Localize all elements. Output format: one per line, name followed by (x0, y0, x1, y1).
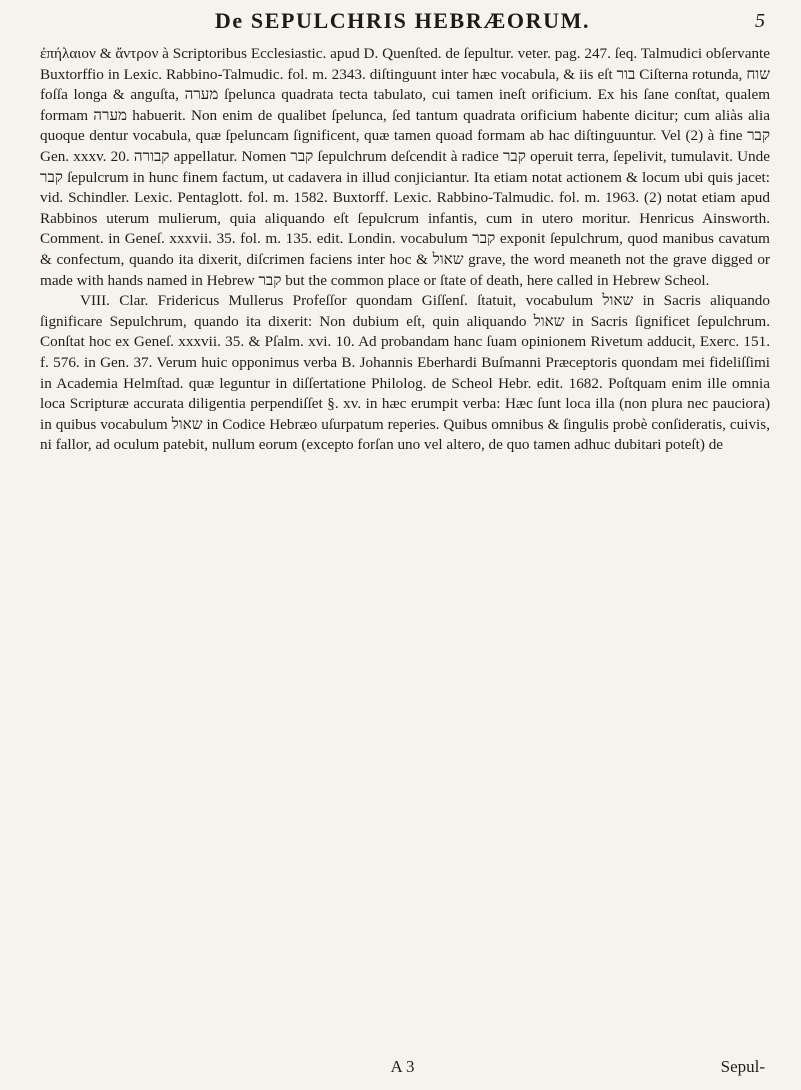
page-number: 5 (755, 10, 765, 32)
catchword: Sepul- (720, 1057, 765, 1076)
paragraph-continuation: ἐπήλαιον & ἄντρον à Scriptoribus Ecclesiastic. apud D. Quenſted. de ſepultur. veter. pag. 247. ſeq. Talmudici obſervante Buxtorffio in Lexic. Rabbino-Talmudic. fol. m. 2343. diſtinguunt inter hæc vocabula, & iis eſt בור Ciſterna rotunda, שוח foſſa longa & anguſta, מערה ſpelunca quadrata tecta tabulato, cui tamen ineſt orificium. Ex his ſane conſtat, qualem formam מערה habuerit. Non enim de qualibet ſpelunca, ſed tantum quadrata orificium habente dicitur; cum aliàs alia quoque dentur vocabula, quæ ſpeluncam ſignificent, quæ tamen quoad formam ab hac diſtinguuntur. Vel (2) à fine קבר Gen. xxxv. 20. קבורה appellatur. Nomen קבר ſepulchrum deſcendit à radice קבר operuit terra, ſepelivit, tumulavit. Unde קבר ſepulcrum in hunc finem factum, ut cadavera in illud conjiciantur. Ita etiam notat actionem & locum ubi quis jacet: vid. Schindler. Lexic. Pentaglott. fol. m. 1582. Buxtorff. Lexic. Rabbino-Talmudic. fol. m. 1963. (2) notat etiam apud Rabbinos uterum mulierum, quia aliquando eſt ſepulcrum infantis, cum in utero moritur. Henricus Ainsworth. Comment. in Geneſ. xxxvii. 35. fol. m. 135. edit. Londin. vocabulum קבר exponit ſepulchrum, quod manibus cavatum & confectum, quando ita dixerit, diſcrimen faciens inter hoc & שאול grave, the word meaneth not the grave digged or made with hands named in Hebrew קבר but the common place or ſtate of death, here called in Hebrew Scheol. (40, 45, 771, 289)
signature-mark: A 3 (390, 1057, 415, 1076)
body-text (40, 44, 770, 456)
page-footer (40, 1057, 765, 1081)
paragraph-section-viii: VIII. Clar. Fridericus Mullerus Profeſſor quondam Giſſenſ. ſtatuit, vocabulum שאול in Sacris aliquando ſignificare Sepulchrum, quando ita dixerit: Non dubium eſt, quin aliquando שאול in Sacris ſignificet ſepulchrum. Conſtat hoc ex Geneſ. xxxvii. 35. & Pſalm. xvi. 10. Ad probandam hanc ſuam opinionem Rivetum adducit, Exerc. 151. f. 576. in Gen. 37. Verum huic opponimus verba B. Johannis Eberhardi Buſmanni Præceptoris quondam mei fideliſſimi in Academia Helmſtad. quæ leguntur in diſſertatione Philolog. de Scheol Hebr. edit. 1682. Poſtquam enim ille omnia loca Scripturæ accurata diligentia perpendiſſet §. xv. in hæc erumpit verba: Hæc ſunt loca illa (non plura nec pauciora) in quibus vocabulum שאול in Codice Hebræo uſurpatum reperies. Quibus omnibus & ſingulis probè conſideratis, cuivis, ni fallor, ad oculum patebit, nullum eorum (excepto forſan uno vel altero, de quo tamen adhuc dubitari poteſt) de (40, 292, 771, 454)
running-title: De SEPULCHRIS HEBRÆORUM. (214, 8, 591, 33)
page-header (40, 8, 765, 38)
